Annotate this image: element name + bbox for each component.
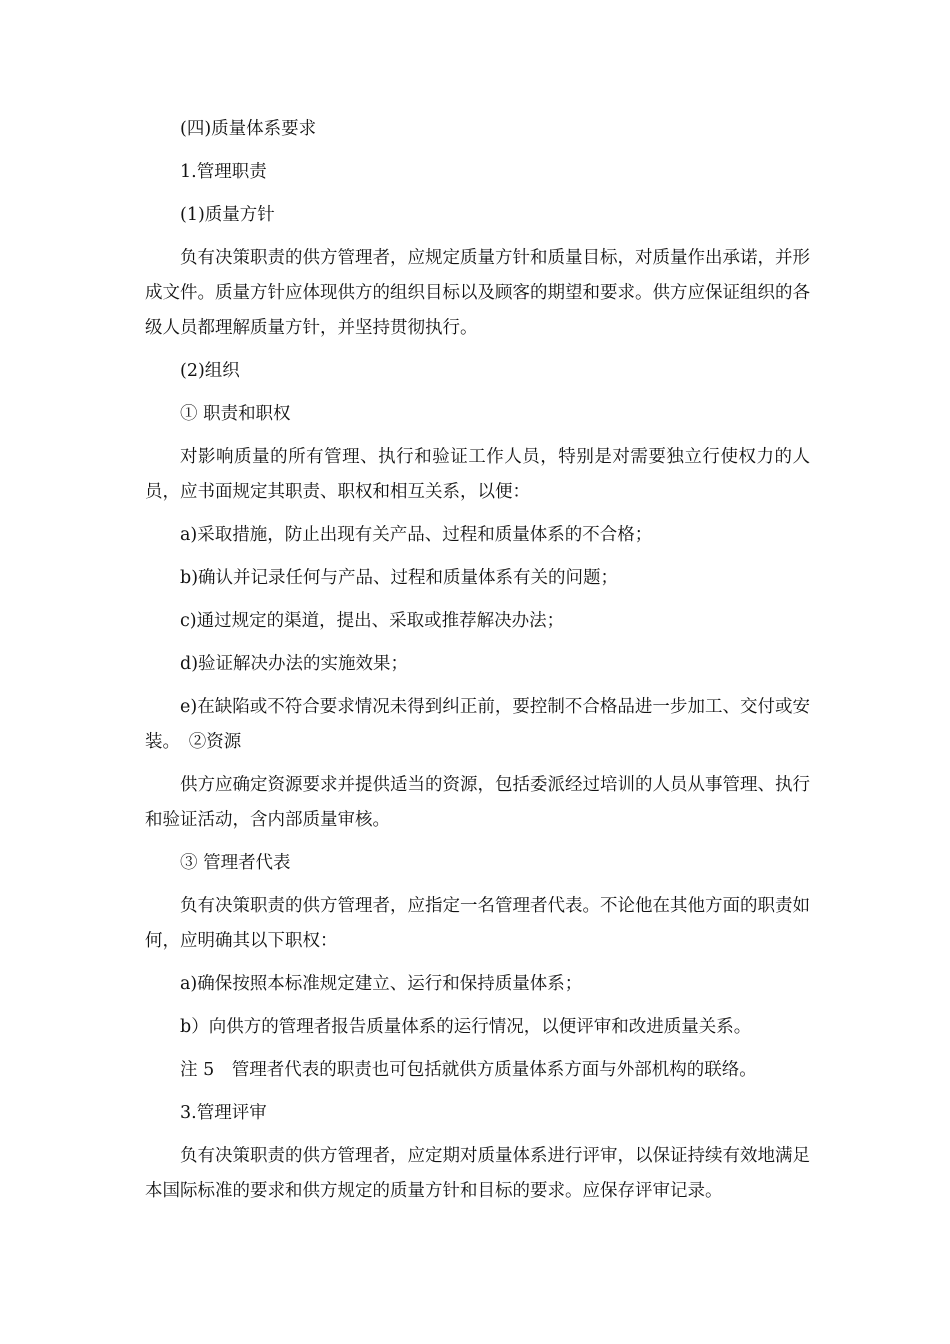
clause-heading: (1)质量方针 [180,205,275,225]
note-paragraph: 注 5 管理者代表的职责也可包括就供方质量体系方面与外部机构的联络。 [180,1060,757,1080]
item-heading: ① 职责和职权 [180,404,291,424]
list-item: c)通过规定的渠道，提出、采取或推荐解决办法； [180,611,565,631]
subsection-heading: 3.管理评审 [180,1103,267,1123]
item-heading: ③ 管理者代表 [180,853,291,873]
section-heading: (四)质量体系要求 [180,119,317,139]
body-paragraph: 对影响质量的所有管理、执行和验证工作人员，特别是对需要独立行使权力的人员，应书面规定其职责、职权和相互关系，以便： [145,447,810,502]
document-body [145,112,810,1217]
list-item: a)采取措施，防止出现有关产品、过程和质量体系的不合格； [180,525,653,545]
list-item: b）向供方的管理者报告质量体系的运行情况，以便评审和改进质量关系。 [180,1017,752,1037]
body-paragraph: 负有决策职责的供方管理者，应规定质量方针和质量目标，对质量作出承诺，并形成文件。质量方针应体现供方的组织目标以及顾客的期望和要求。供方应保证组织的各级人员都理解质量方针，并坚持贯彻执行。 [145,248,810,338]
clause-heading: (2)组织 [180,361,240,381]
list-item: e)在缺陷或不符合要求情况未得到纠正前，要控制不合格品进一步加工、交付或安装。 ②资源 [145,697,810,752]
list-item: b)确认并记录任何与产品、过程和质量体系有关的问题； [180,568,619,588]
body-paragraph: 负有决策职责的供方管理者，应定期对质量体系进行评审，以保证持续有效地满足本国际标准的要求和供方规定的质量方针和目标的要求。应保存评审记录。 [145,1146,810,1201]
subsection-heading: 1.管理职责 [180,162,267,182]
body-paragraph: 负有决策职责的供方管理者，应指定一名管理者代表。不论他在其他方面的职责如何，应明确其以下职权： [145,896,810,951]
list-item: a)确保按照本标准规定建立、运行和保持质量体系； [180,974,583,994]
list-item: d)验证解决办法的实施效果； [180,654,409,674]
body-paragraph: 供方应确定资源要求并提供适当的资源，包括委派经过培训的人员从事管理、执行和验证活动，含内部质量审核。 [145,775,810,830]
